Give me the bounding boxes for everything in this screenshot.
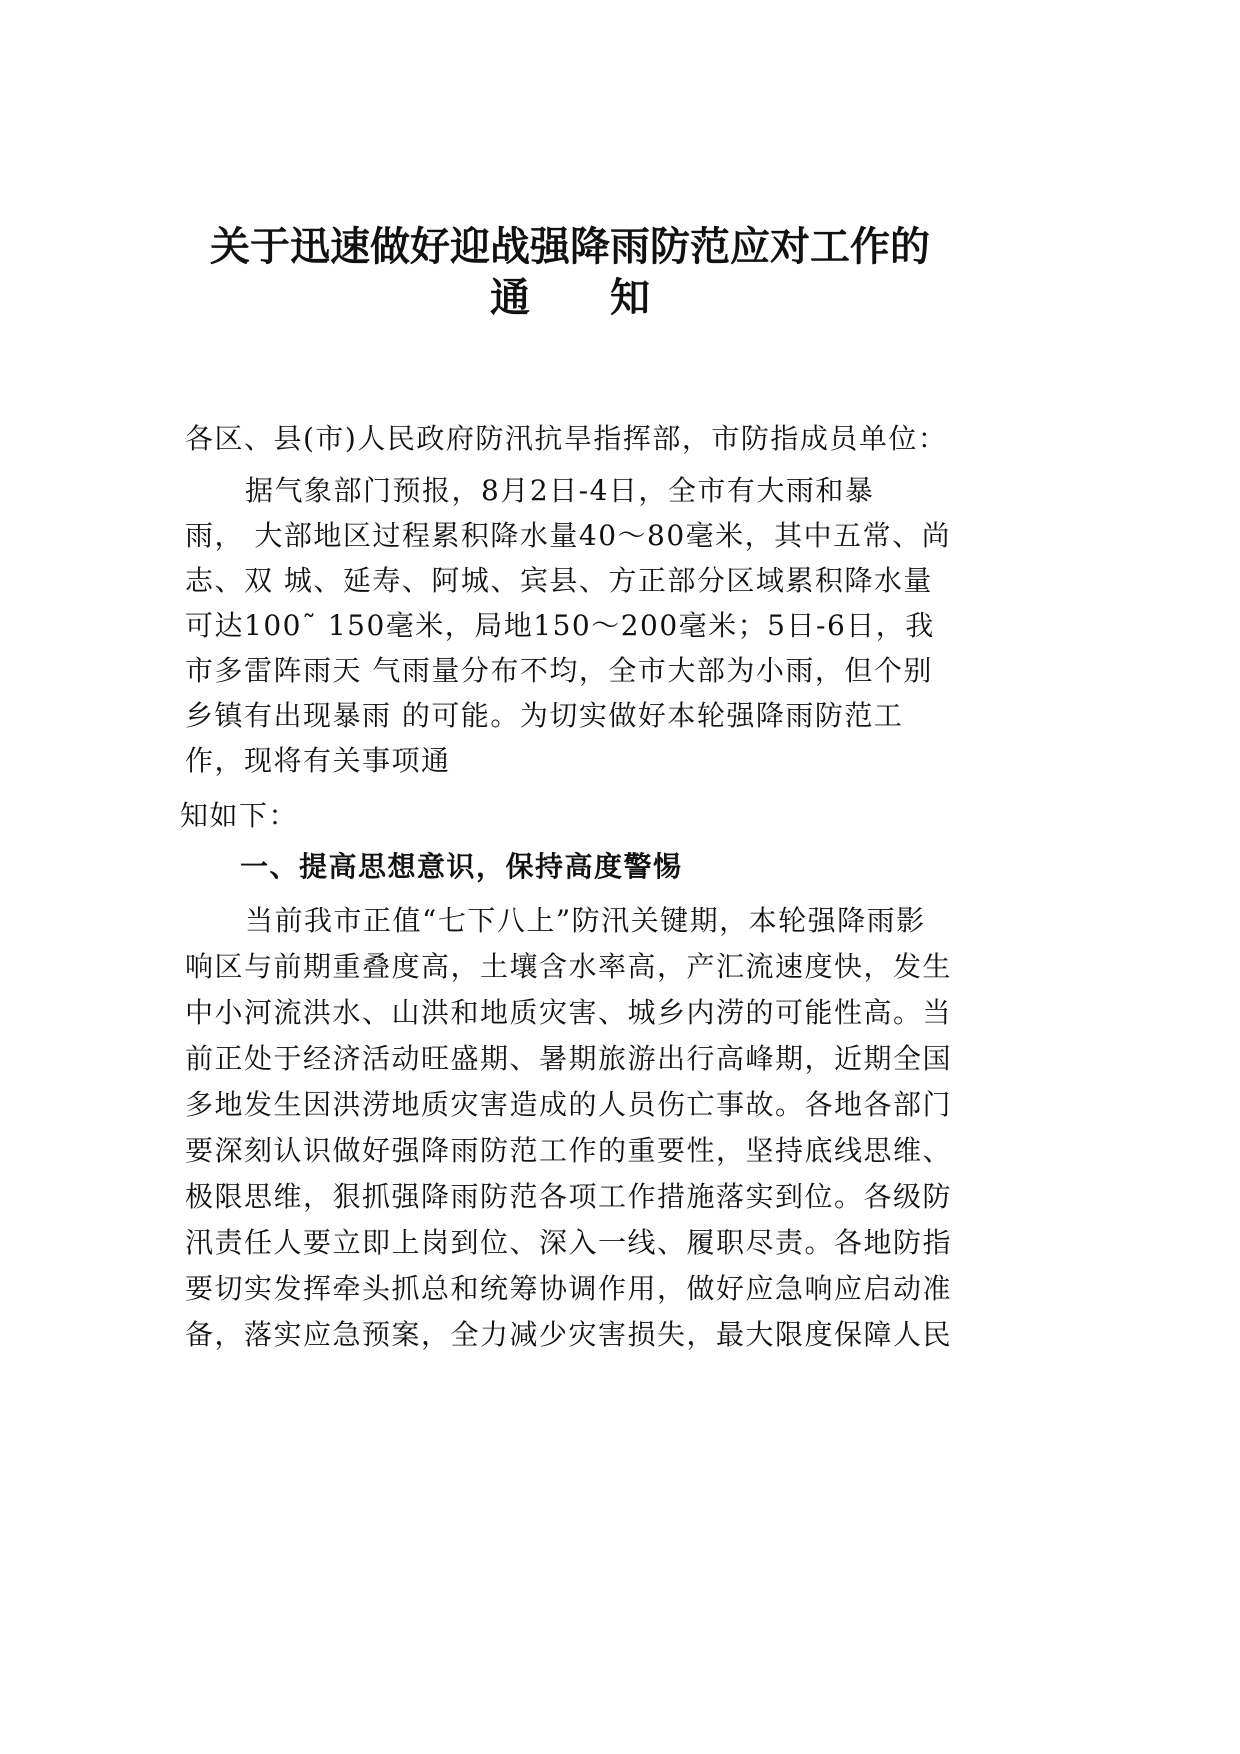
body-line: 要深刻认识做好强降雨防范工作的重要性，坚持底线思维、 (185, 1134, 953, 1167)
body-line: 当前我市正值“七下八上”防汛关键期，本轮强降雨影 (245, 904, 926, 937)
body-line: 极限思维，狠抓强降雨防范各项工作措施落实到位。各级防 (185, 1180, 953, 1213)
recipient-line: 各区、县(市)人民政府防汛抗旱指挥部，市防指成员单位： (185, 422, 948, 455)
body-line: 汛责任人要立即上岗到位、深入一线、履职尽责。各地防指 (185, 1226, 953, 1259)
title-line-1: 关于迅速做好迎战强降雨防范应对工作的 (210, 224, 930, 270)
intro-line: 知如下： (180, 799, 299, 832)
intro-line: 据气象部门预报，8月2日-4日，全市有大雨和暴 (245, 474, 875, 507)
intro-line: 市多雷阵雨天 气雨量分布不均，全市大部为小雨，但个别 (185, 654, 933, 687)
body-line: 中小河流洪水、山洪和地质灾害、城乡内涝的可能性高。当 (185, 996, 953, 1029)
intro-line: 作，现将有关事项通 (185, 744, 451, 777)
intro-line: 乡镇有出现暴雨 的可能。为切实做好本轮强降雨防范工 (185, 699, 904, 732)
body-line: 要切实发挥牵头抓总和统筹协调作用，做好应急响应启动准 (185, 1272, 953, 1305)
intro-line: 志、双 城、延寿、阿城、宾县、方正部分区域累积降水量 (185, 564, 933, 597)
body-line: 多地发生因洪涝地质灾害造成的人员伤亡事故。各地各部门 (185, 1088, 953, 1121)
section-heading: 一、提高思想意识，保持高度警惕 (240, 850, 683, 883)
intro-line: 雨， 大部地区过程累积降水量40～80毫米，其中五常、尚 (185, 519, 952, 552)
title-line-2: 通 知 (490, 275, 650, 321)
intro-line: 可达100˜ 150毫米，局地150～200毫米；5日-6日，我 (185, 609, 935, 642)
body-line: 前正处于经济活动旺盛期、暑期旅游出行高峰期，近期全国 (185, 1042, 953, 1075)
body-line: 响区与前期重叠度高，土壤含水率高，产汇流速度快，发生 (185, 950, 953, 983)
body-line: 备，落实应急预案，全力减少灾害损失，最大限度保障人民 (185, 1318, 953, 1351)
